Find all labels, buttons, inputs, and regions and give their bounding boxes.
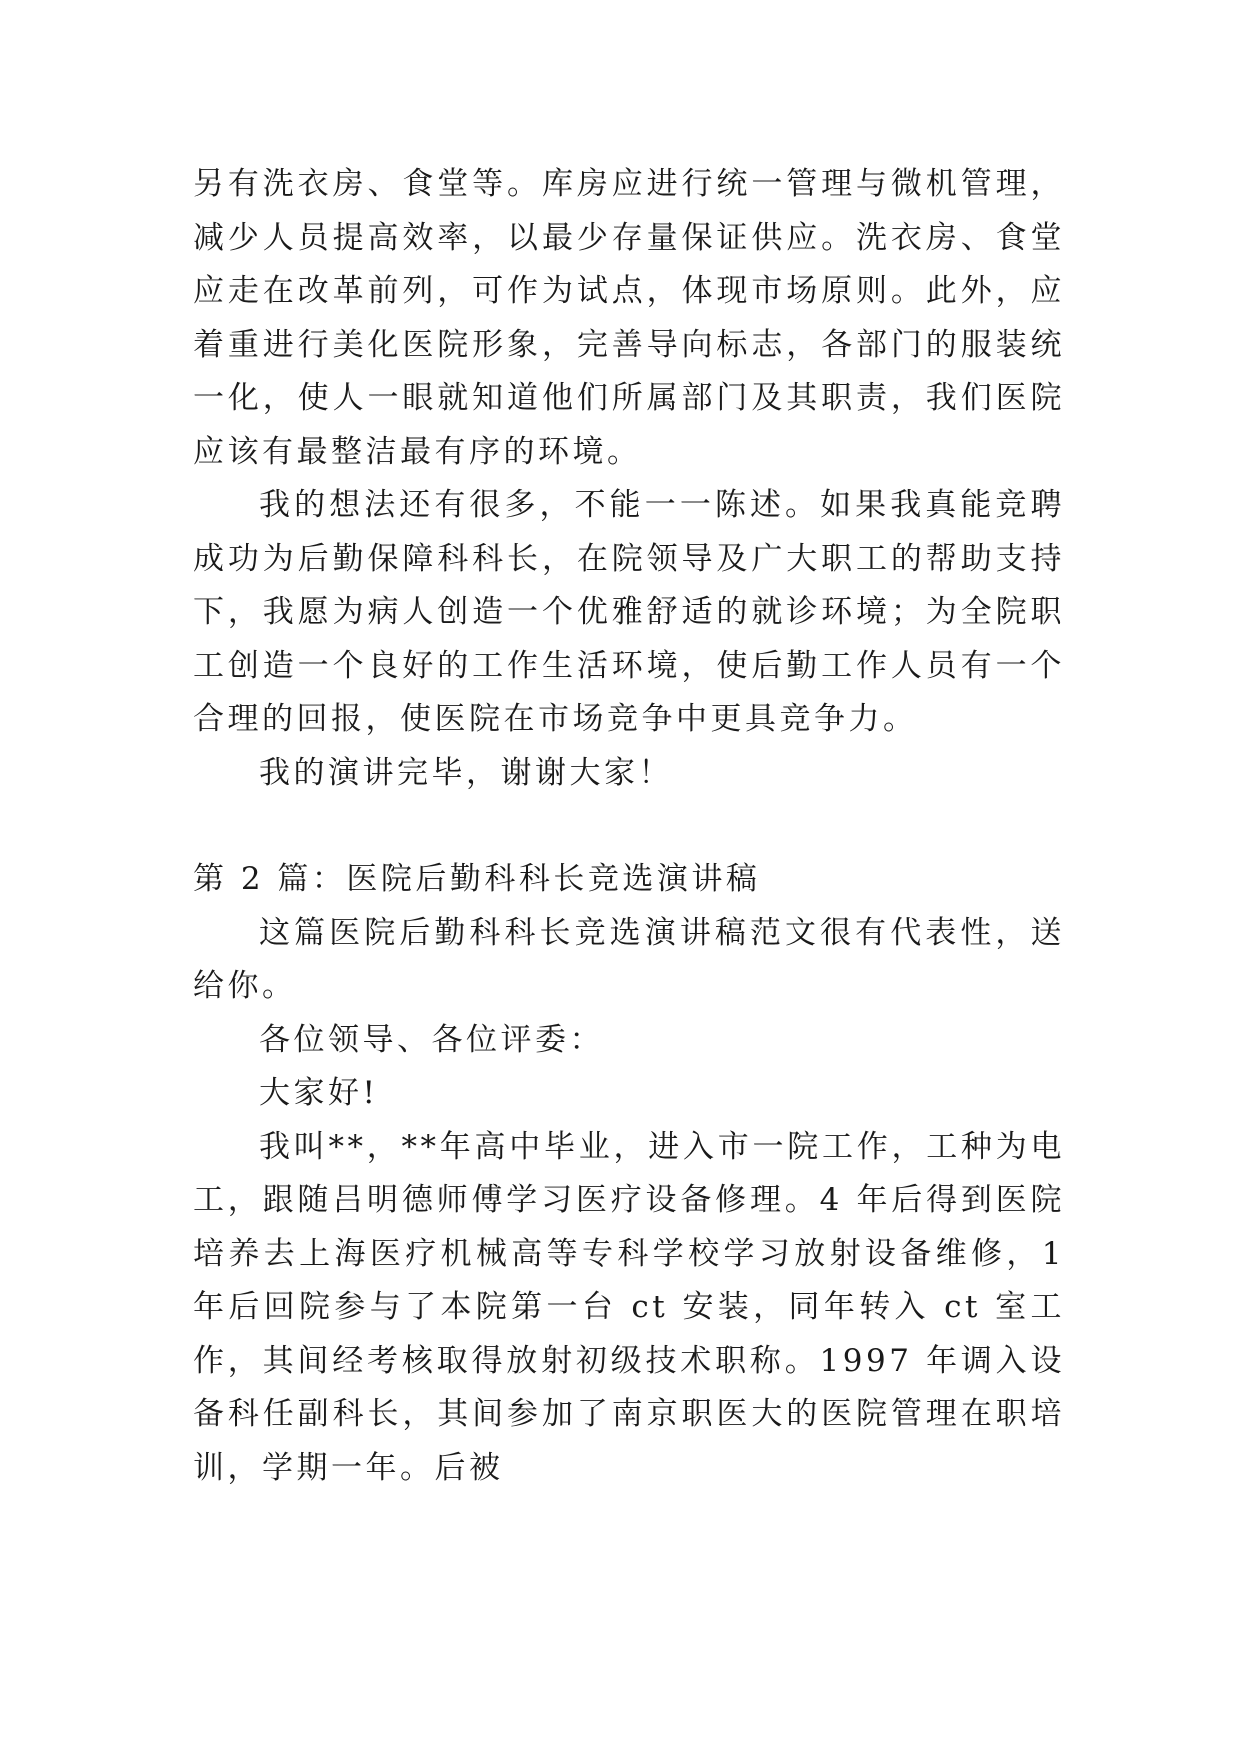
paragraph-intro: 这篇医院后勤科科长竞选演讲稿范文很有代表性，送给你。 (193, 914, 1065, 1004)
paragraph-greeting: 大家好! (259, 1075, 379, 1111)
document-body (193, 158, 1065, 1495)
paragraph-biography: 我叫**，**年高中毕业，进入市一院工作，工种为电工，跟随吕明德师傅学习医疗设备修理。4 年后得到医院培养去上海医疗机械高等专科学校学习放射设备维修，1 年后回院参与了本院第一台 ct 安装，同年转入 ct 室工作，其间经考核取得放射初级技术职称。1997 年调入设备科任副科长，其间参加了南京职医大的医院管理在职培训，学期一年。后被 (193, 1128, 1065, 1486)
section-heading: 第 2 篇：医院后勤科科长竞选演讲稿 (193, 861, 761, 897)
section-spacer (193, 800, 1065, 853)
paragraph-closing: 我的演讲完毕，谢谢大家！ (259, 754, 673, 791)
paragraph-salutation: 各位领导、各位评委： (259, 1021, 604, 1058)
paragraph-logistics-management: 另有洗衣房、食堂等。库房应进行统一管理与微机管理，减少人员提高效率，以最少存量保证供应。洗衣房、食堂应走在改革前列，可作为试点，体现市场原则。此外，应着重进行美化医院形象，完善导向标志，各部门的服装统一化，使人一眼就知道他们所属部门及其职责，我们医院应该有最整洁最有序的环境。 (193, 166, 1065, 470)
paragraph-vision: 我的想法还有很多，不能一一陈述。如果我真能竞聘成功为后勤保障科科长，在院领导及广大职工的帮助支持下，我愿为病人创造一个优雅舒适的就诊环境；为全院职工创造一个良好的工作生活环境，使后勤工作人员有一个合理的回报，使医院在市场竞争中更具竞争力。 (193, 487, 1065, 737)
